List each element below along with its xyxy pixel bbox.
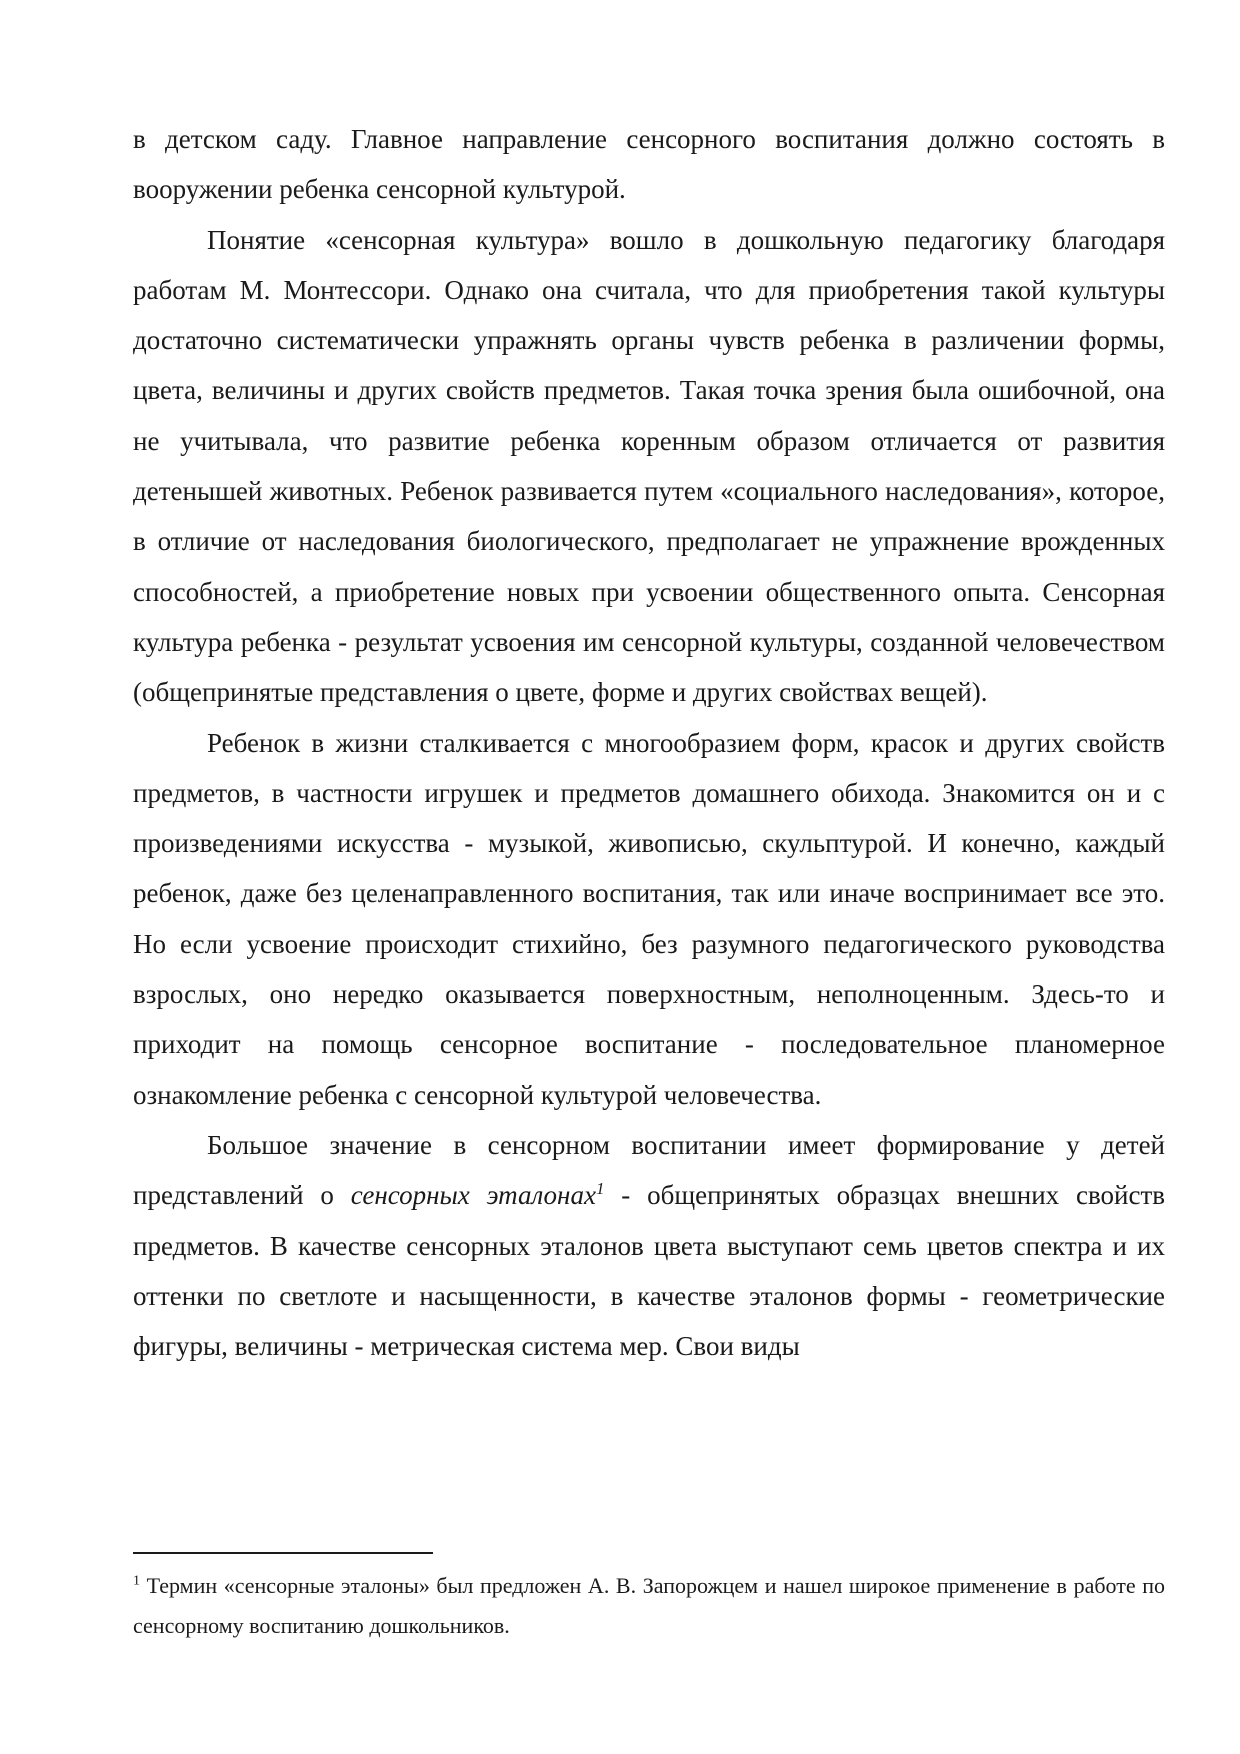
paragraph-4-tail: - общепринятых образцах внешних свойств предметов. В качестве сенсорных эталонов цвета выступают семь цветов спектра и их оттенки по светлоте и насыщенности, в качестве эталонов формы - геометрические фигуры, величины - метрическая система мер. Свои виды [133, 1180, 1165, 1362]
term-sensory-standards: сенсорных эталонах [350, 1180, 596, 1211]
paragraph-continuation: в детском саду. Главное направление сенсорного воспитания должно состоять в вооружении ребенка сенсорной культурой. [133, 124, 1165, 205]
paragraph-sensory-culture: Понятие «сенсорная культура» вошло в дошкольную педагогику благодаря работам М. Монтессори. Однако она считала, что для приобретения такой культуры достаточно систематически упражнять органы чувств ребенка в различении формы, цвета, величины и других свойств предметов. Такая точка зрения была ошибочной, она не учитывала, что развитие ребенка коренным образом отличается от развития детенышей животных. Ребенок развивается путем «социального наследования», которое, в отличие от наследования биологического, предполагает не упражнение врожденных способностей, а приобретение новых при усвоении общественного опыта. Сенсорная культура ребенка - результат усвоения им сенсорной культуры, созданной человечеством (общепринятые представления о цвете, форме и других свойствах вещей). [133, 224, 1165, 708]
footnote-reference[interactable]: 1 [595, 1179, 605, 1199]
footnote-marker: 1 [133, 1573, 140, 1589]
main-text [133, 114, 1165, 1371]
paragraph-child-life: Ребенок в жизни сталкивается с многообразием форм, красок и других свойств предметов, в частности игрушек и предметов домашнего обихода. Знакомится он и с произведениями искусства - музыкой, живописью, скульптурой. И конечно, каждый ребенок, даже без целенаправленного воспитания, так или иначе воспринимает все это. Но если усвоение происходит стихийно, без разумного педагогического руководства взрослых, оно нередко оказывается поверхностным, неполноценным. Здесь-то и приходит на помощь сенсорное воспитание - последовательное планомерное ознакомление ребенка с сенсорной культурой человечества. [133, 727, 1165, 1110]
footnote-text: Термин «сенсорные эталоны» был предложен А. В. Запорожцем и нашел широкое применение в работе по сенсорному воспитанию дошкольников. [133, 1573, 1165, 1638]
paragraph-4-lead: Большое значение в сенсорном воспитании имеет формирование у детей представлений о [133, 1129, 1165, 1211]
footnote [133, 1566, 1165, 1646]
paragraph-sensory-standards [133, 1120, 1165, 1371]
footnote-separator [133, 1552, 433, 1554]
